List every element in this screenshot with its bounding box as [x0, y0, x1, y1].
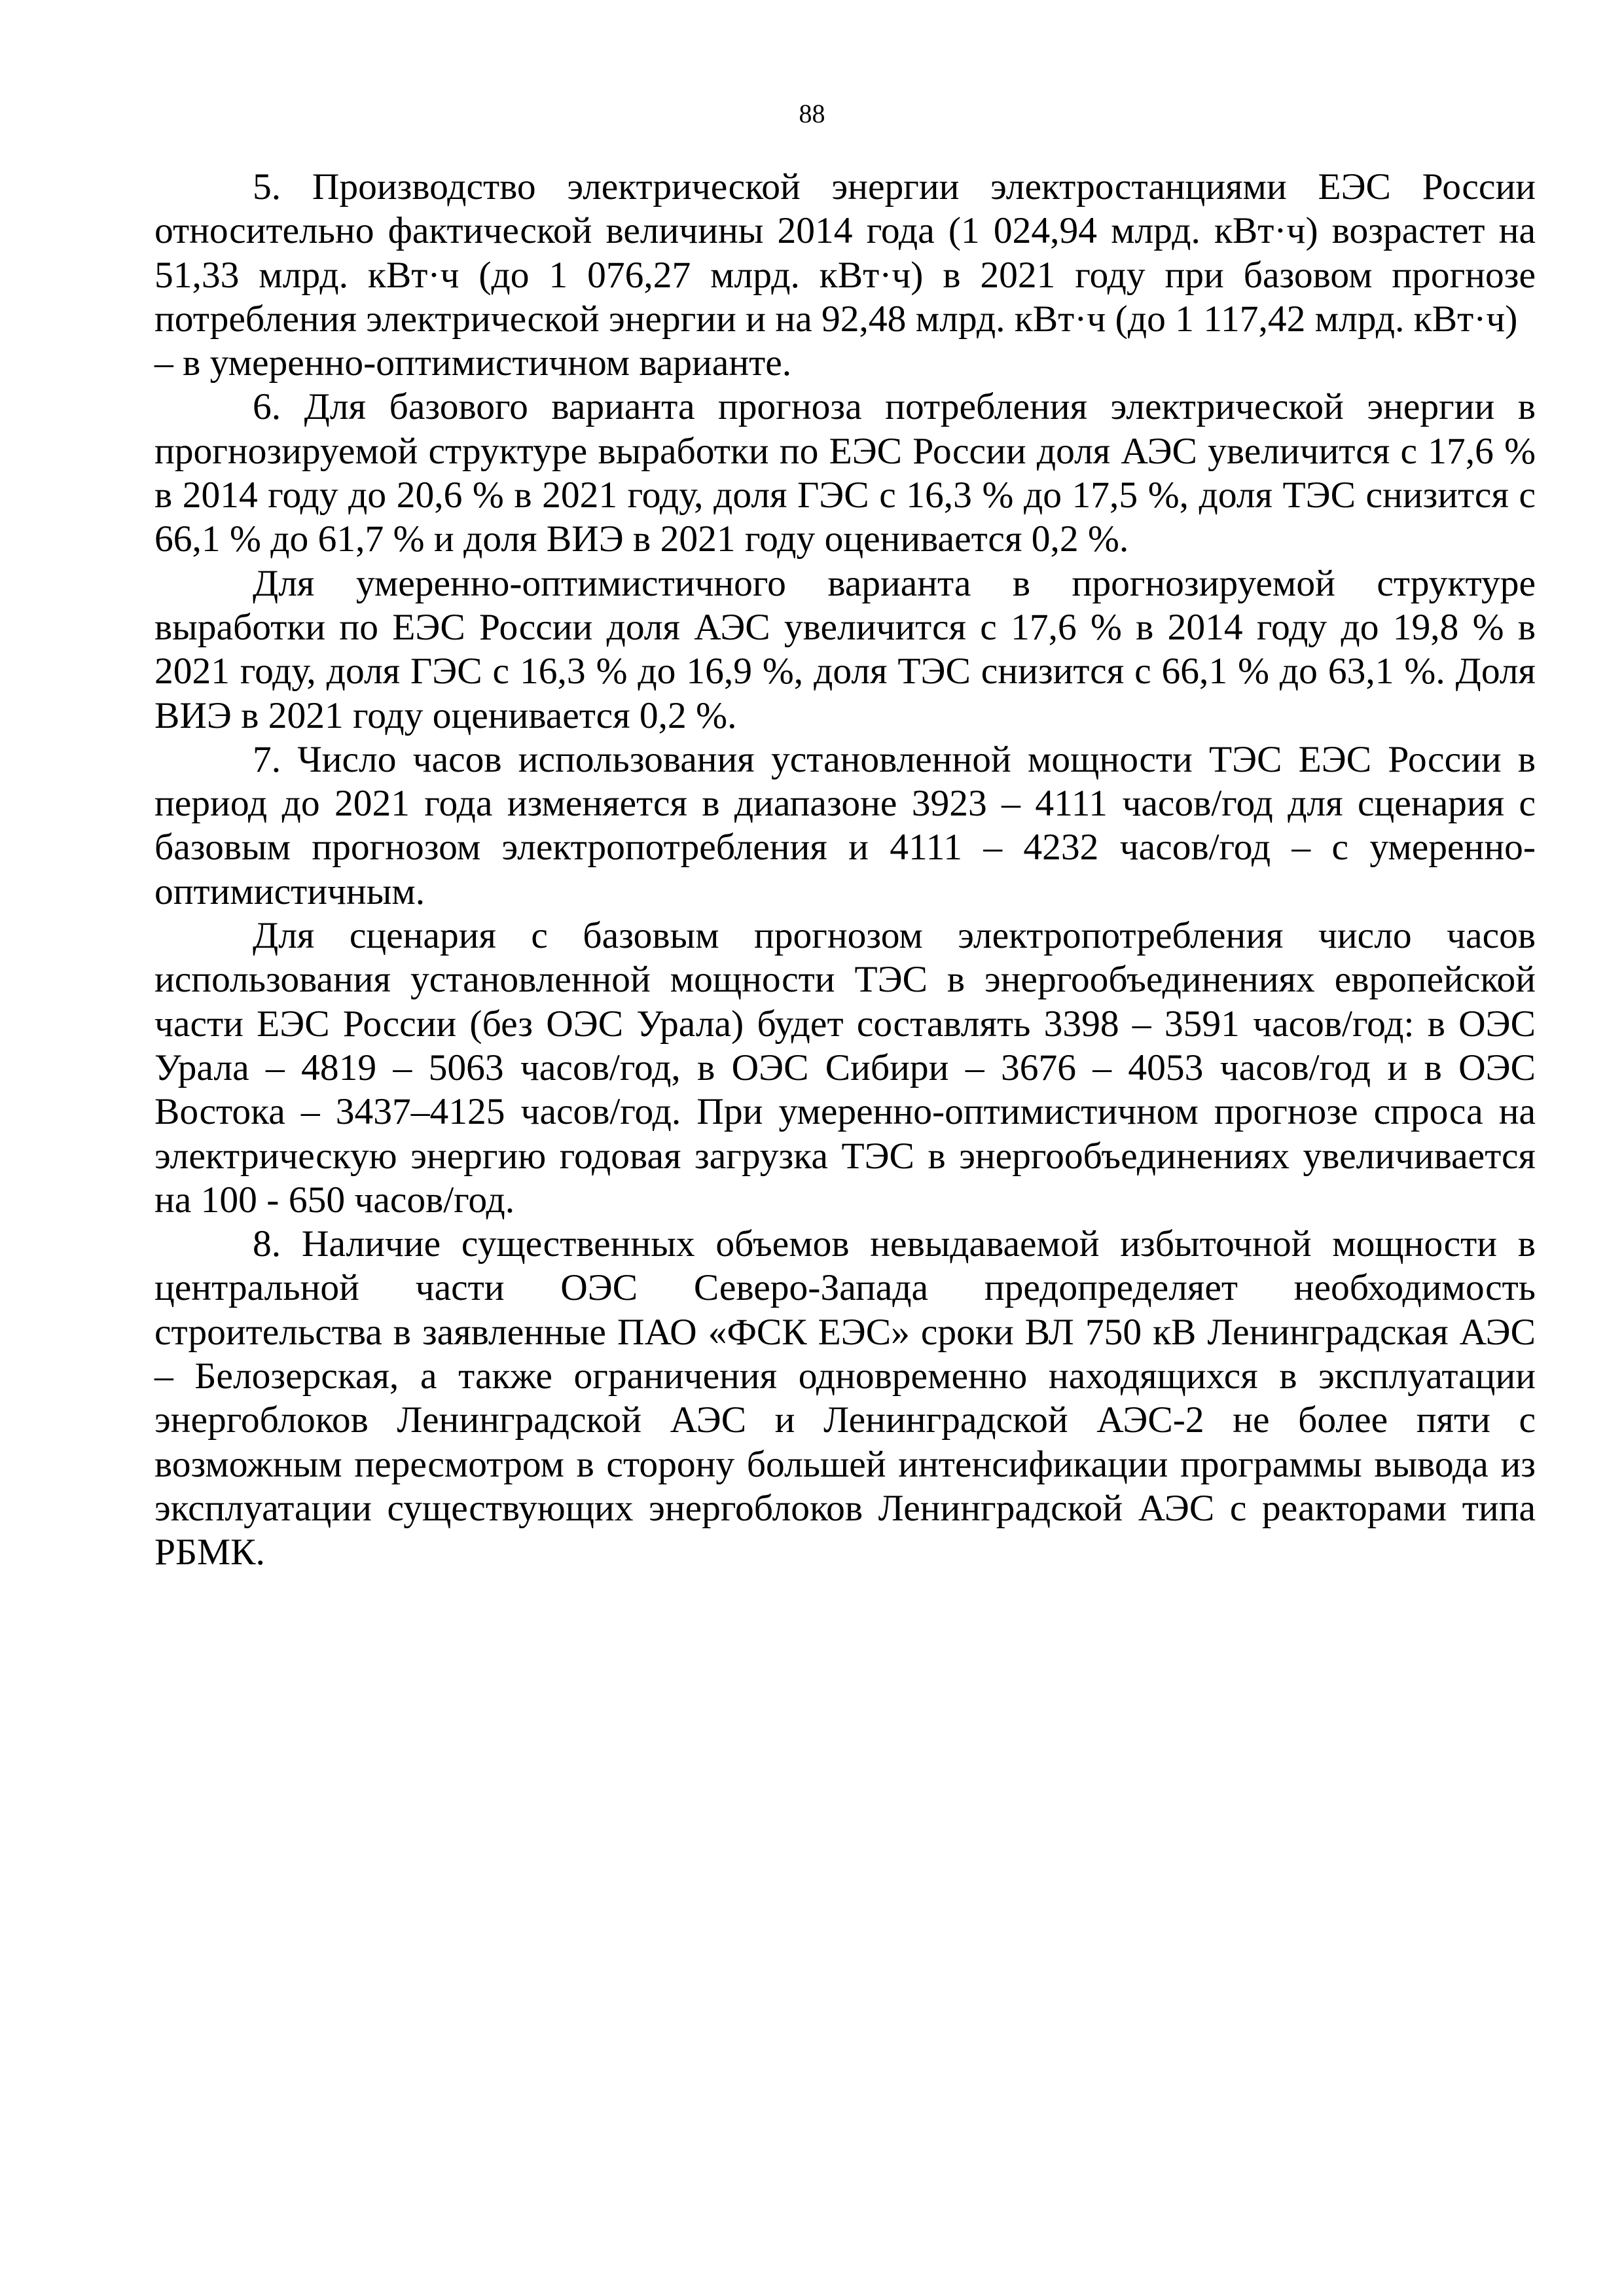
- document-body: [154, 165, 1536, 1575]
- paragraph-6-base-structure: 6. Для базового варианта прогноза потребления электрической энергии в прогнозируемой структуре выработки по ЕЭС России доля АЭС увеличится с 17,6 % в 2014 году до 20,6 % в 2021 году, доля ГЭС с 16,3 % до 17,5 %, доля ТЭС снизится с 66,1 % до 61,7 % и доля ВИЭ в 2021 году оценивается 0,2 %.: [154, 386, 1536, 560]
- page-number: 88: [799, 99, 825, 128]
- paragraph-5-electricity-production: 5. Производство электрической энергии электростанциями ЕЭС России относительно фактической величины 2014 года (1 024,94 млрд. кВт·ч) возрастет на 51,33 млрд. кВт·ч (до 1 076,27 млрд. кВт·ч) в 2021 году при базовом прогнозе потребления электрической энергии и на 92,48 млрд. кВт·ч (до 1 117,42 млрд. кВт·ч): [154, 166, 1536, 340]
- paragraph-6-optimistic-structure: Для умеренно-оптимистичного варианта в прогнозируемой структуре выработки по ЕЭС России доля АЭС увеличится с 17,6 % в 2014 году до 19,8 % в 2021 году, доля ГЭС с 16,3 % до 16,9 %, доля ТЭС снизится с 66,1 % до 63,1 %. Доля ВИЭ в 2021 году оценивается 0,2 %.: [154, 562, 1536, 736]
- paragraph-5-continuation: – в умеренно-оптимистичном варианте.: [154, 342, 792, 384]
- paragraph-8-northwest-capacity: 8. Наличие существенных объемов невыдаваемой избыточной мощности в центральной части ОЭС Северо-Запада предопределяет необходимость строительства в заявленные ПАО «ФСК ЕЭС» сроки ВЛ 750 кВ Ленинградская АЭС – Белозерская, а также ограничения одновременно находящихся в эксплуатации энергоблоков Ленинградской АЭС и Ленинградской АЭС-2 не более пяти с возможным пересмотром в сторону большей интенсификации программы вывода из эксплуатации существующих энергоблоков Ленинградской АЭС с реакторами типа РБМК.: [154, 1223, 1536, 1573]
- paragraph-7-regional-hours: Для сценария с базовым прогнозом электропотребления число часов использования установленной мощности ТЭС в энергообъединениях европейской части ЕЭС России (без ОЭС Урала) будет составлять 3398 – 3591 часов/год: в ОЭС Урала – 4819 – 5063 часов/год, в ОЭС Сибири – 3676 – 4053 часов/год и в ОЭС Востока – 3437–4125 часов/год. При умеренно-оптимистичном прогнозе спроса на электрическую энергию годовая загрузка ТЭС в энергообъединениях увеличивается на 100 - 650 часов/год.: [154, 915, 1536, 1221]
- paragraph-7-utilization-hours: 7. Число часов использования установленной мощности ТЭС ЕЭС России в период до 2021 года изменяется в диапазоне 3923 – 4111 часов/год для сценария с базовым прогнозом электропотребления и 4111 – 4232 часов/год – с умеренно-оптимистичным.: [154, 738, 1536, 912]
